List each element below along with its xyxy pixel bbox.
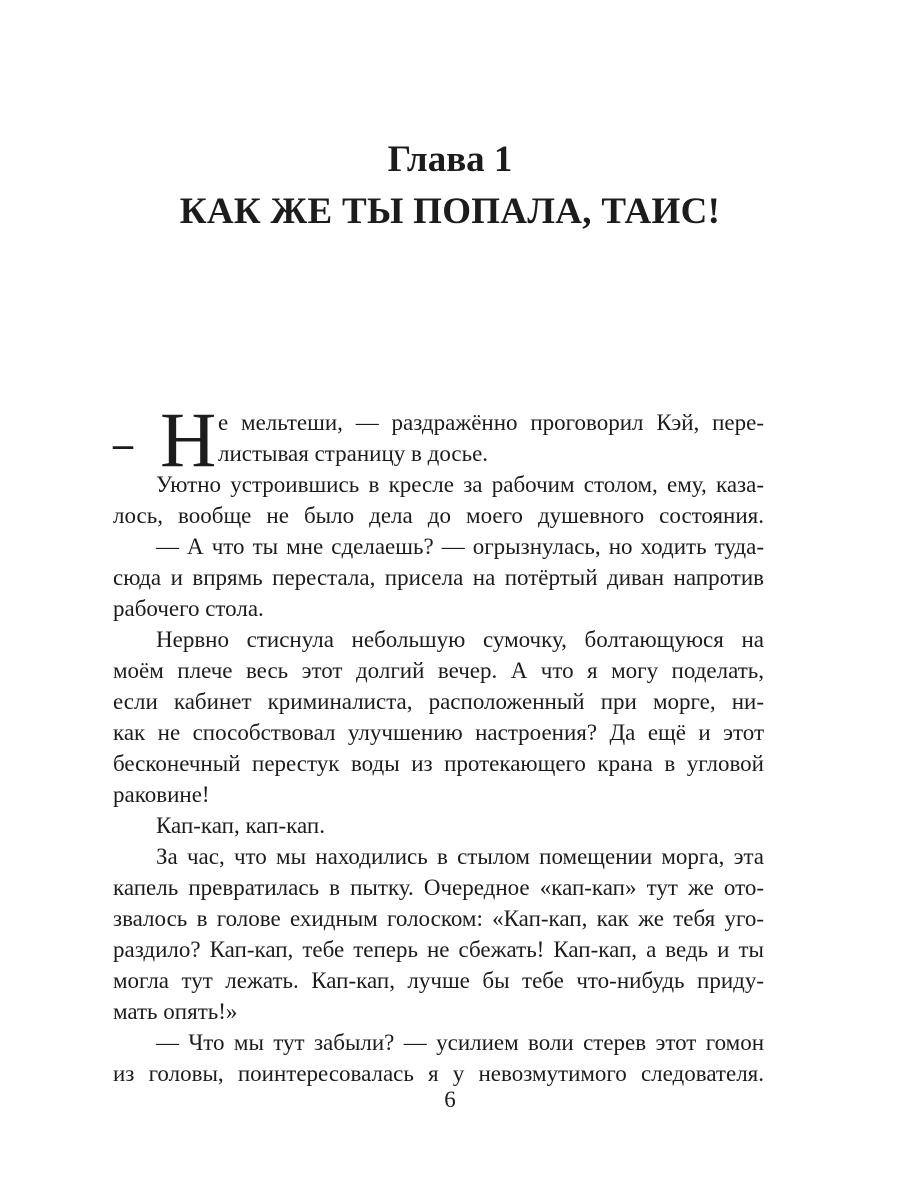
text-line: Нервно стиснула небольшую сумочку, болтающуюся на — [156, 627, 764, 652]
text-line: — Что мы тут забыли? — усилием воли стерев этот гомон — [156, 1030, 764, 1055]
text-line: моём плече весь этот долгий вечер. А что я могу поделать, — [113, 658, 764, 683]
text-line: из головы, поинтересовалась я у невозмутимого следователя. — [113, 1061, 764, 1086]
drop-cap: Н — [160, 396, 217, 483]
text-line: — А что ты мне сделаешь? — огрызнулась, но ходить туда- — [156, 534, 764, 559]
text-line: рабочего стола. — [113, 596, 264, 621]
text-line: раздило? Кап-кап, тебе теперь не сбежать! Кап-кап, а ведь и ты — [113, 937, 764, 962]
text-line: лось, вообще не было дела до моего душевного состояния. — [113, 503, 764, 528]
text-line: как не способствовал улучшению настроения? Да ещё и этот — [113, 720, 764, 745]
text-line: Уютно устроившись в кресле за рабочим столом, ему, каза- — [156, 472, 764, 497]
text-line: раковине! — [113, 782, 210, 807]
text-line: Кап-кап, кап-кап. — [156, 813, 325, 838]
text-line: е мельтеши, — раздражённо проговорил Кэй, пере- — [218, 410, 764, 435]
text-line: бесконечный перестук воды из протекающего крана в угловой — [113, 751, 764, 776]
opening-dash: – — [113, 421, 133, 466]
text-line: сюда и впрямь перестала, присела на потёртый диван напротив — [113, 565, 764, 590]
text-line: могла тут лежать. Кап-кап, лучше бы тебе что-нибудь приду- — [113, 968, 764, 993]
chapter-title: КАК ЖЕ ТЫ ПОПАЛА, ТАИС! — [179, 191, 721, 232]
text-line: За час, что мы находились в стылом помещении морга, эта — [156, 844, 764, 869]
text-line: если кабинет криминалиста, расположенный при морге, ни- — [113, 689, 764, 714]
text-line: мать опять!» — [113, 999, 238, 1024]
text-line: листывая страницу в досье. — [218, 441, 489, 466]
page-number: 6 — [444, 1087, 456, 1112]
text-line: капель превратилась в пытку. Очередное «кап-кап» тут же ото- — [113, 875, 764, 900]
chapter-number: Глава 1 — [387, 139, 513, 180]
text-line: звалось в голове ехидным голоском: «Кап-кап, как же тебя уго- — [113, 906, 764, 931]
